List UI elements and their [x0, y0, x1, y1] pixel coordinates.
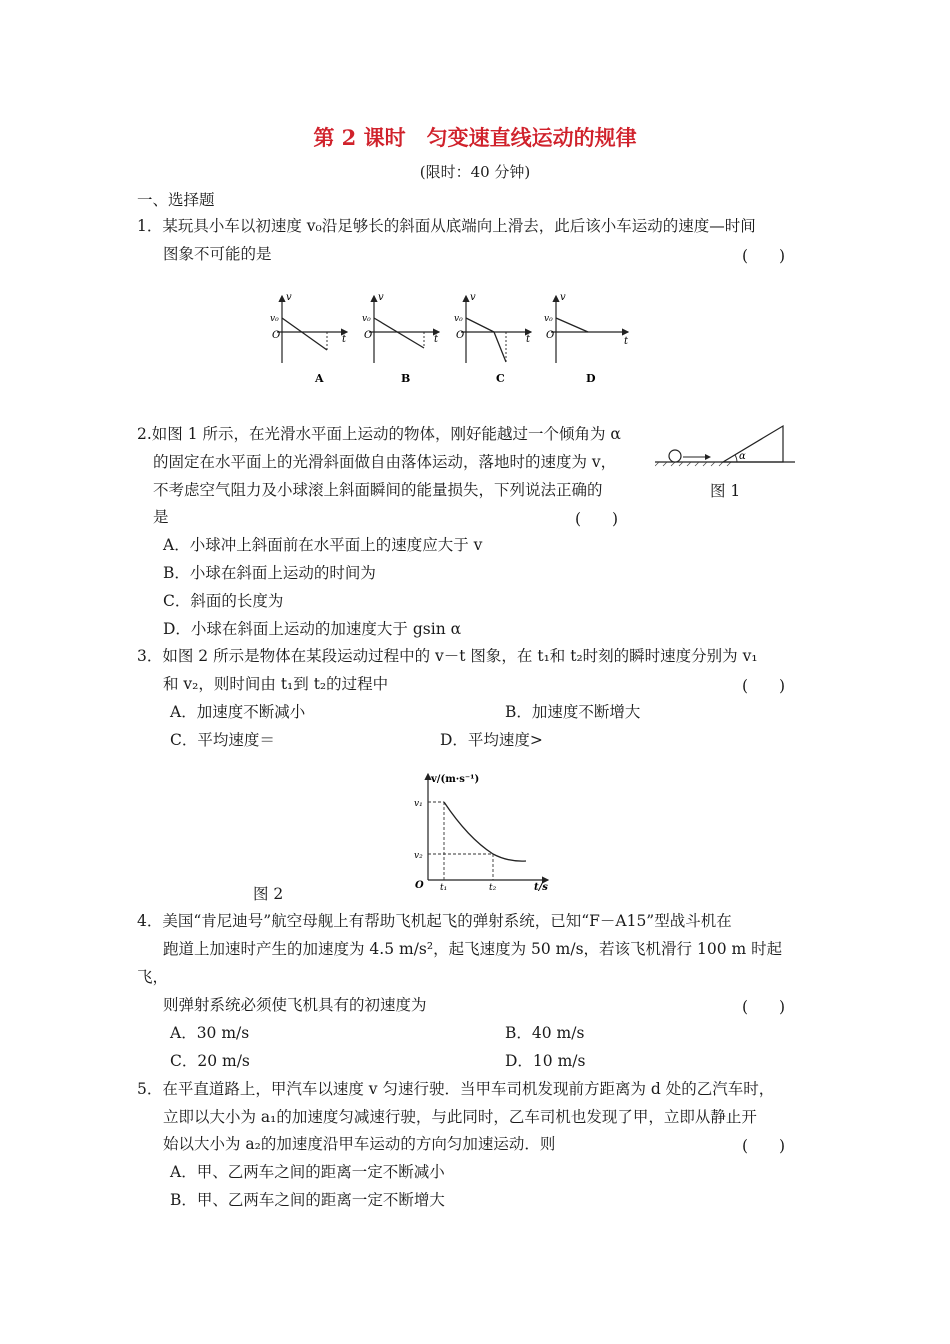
q5-option-a: A．甲、乙两车之间的距离一定不断减小 [170, 1163, 445, 1181]
graph-c-t-label: t [526, 334, 531, 345]
q4-answer-paren: ( ) [742, 998, 786, 1016]
q3-option-b: B．加速度不断增大 [505, 703, 641, 721]
q2-option-d: D．小球在斜面上运动的加速度大于 gsin α [163, 620, 462, 638]
q3-option-d: D．平均速度> [440, 731, 543, 749]
q5-line3: 始以大小为 a₂的加速度沿甲车运动的方向匀加速运动．则 [163, 1135, 556, 1153]
q2-option-a: A．小球冲上斜面前在水平面上的速度应大于 v [163, 536, 483, 554]
graph-c [454, 292, 531, 385]
q1-answer-paren: ( ) [742, 247, 786, 265]
q2-line2: 的固定在水平面上的光滑斜面做自由落体运动，落地时的速度为 v， [153, 453, 617, 471]
fig2-t1-tick: t₁ [440, 883, 448, 893]
graph-a-v0-label: v₀ [270, 314, 279, 324]
time-limit: (限时：40 分钟) [419, 163, 531, 181]
graph-c-v0-label: v₀ [454, 314, 463, 324]
q4-option-d: D．10 m/s [505, 1052, 586, 1070]
q4-option-b: B．40 m/s [505, 1024, 585, 1042]
q5-answer-paren: ( ) [742, 1137, 786, 1155]
q5-option-b: B．甲、乙两车之间的距离一定不断增大 [170, 1191, 445, 1209]
q5-line1: 5．在平直道路上，甲汽车以速度 v 匀速行驶．当甲车司机发现前方距离为 d 处的乙汽车时， [137, 1080, 775, 1098]
graph-c-v-label: v [470, 292, 476, 303]
graph-d-v0-label: v₀ [544, 314, 553, 324]
graph-c-origin: O [456, 330, 465, 341]
fig2-origin: O [415, 880, 424, 891]
graph-c-caption: C [496, 372, 505, 385]
q2-option-c: C．斜面的长度为 [163, 592, 284, 610]
graph-a-t-label: t [342, 334, 347, 345]
figure-2-vt-graph [398, 768, 568, 896]
q2-line1: 2.如图 1 所示，在光滑水平面上运动的物体，刚好能越过一个倾角为 α [137, 425, 621, 443]
fig2-v2-tick: v₂ [414, 851, 423, 861]
q3-line2: 和 v₂，则时间由 t₁到 t₂的过程中 [163, 675, 389, 693]
q2-answer-paren: ( ) [575, 510, 619, 528]
graph-a-origin: O [272, 330, 281, 341]
graph-d-t-label: t [624, 336, 629, 347]
q2-option-b: B．小球在斜面上运动的时间为 [163, 564, 376, 582]
q4-option-a: A．30 m/s [170, 1024, 250, 1042]
graph-b [362, 292, 439, 385]
figure-1-label: 图 1 [710, 482, 741, 500]
fig2-y-axis-label: v/(m·s⁻¹) [431, 774, 480, 785]
q2-line4: 是 [153, 508, 169, 526]
graph-a [270, 292, 347, 385]
q4-line4: 则弹射系统必须使飞机具有的初速度为 [163, 996, 427, 1014]
fig2-t2-tick: t₂ [489, 883, 497, 893]
graph-d-caption: D [586, 372, 596, 385]
page-title: 第 2 课时 匀变速直线运动的规律 [313, 125, 637, 150]
fig2-v1-tick: v₁ [414, 799, 423, 809]
q1-line1: 1．某玩具小车以初速度 v₀沿足够长的斜面从底端向上滑去，此后该小车运动的速度—时间 [137, 217, 756, 235]
graph-d-origin: O [546, 330, 555, 341]
q2-line3: 不考虑空气阻力及小球滚上斜面瞬间的能量损失，下列说法正确的 [153, 481, 603, 499]
graph-d-v-label: v [560, 292, 566, 303]
q1-line2: 图象不可能的是 [163, 245, 272, 263]
figure-1-incline [655, 420, 805, 470]
q3-option-c: C．平均速度＝ [170, 731, 275, 749]
graph-b-origin: O [364, 330, 373, 341]
q3-line1: 3．如图 2 所示是物体在某段运动过程中的 v－t 图象，在 t₁和 t₂时刻的瞬时速度分别为 v₁ [137, 647, 758, 665]
graph-b-v0-label: v₀ [362, 314, 371, 324]
graph-d [544, 292, 629, 385]
q5-line2: 立即以大小为 a₁的加速度匀减速行驶，与此同时，乙车司机也发现了甲，立即从静止开 [163, 1108, 757, 1126]
graph-b-t-label: t [434, 334, 439, 345]
graph-a-caption: A [315, 372, 324, 385]
figure-1-alpha: α [739, 451, 746, 462]
fig2-x-axis-label: t/s [534, 882, 548, 893]
q3-answer-paren: ( ) [742, 677, 786, 695]
q4-option-c: C．20 m/s [170, 1052, 250, 1070]
q4-line2: 跑道上加速时产生的加速度为 4.5 m/s²，起飞速度为 50 m/s，若该飞机滑行 100 m 时起 [163, 940, 783, 958]
q3-option-a: A．加速度不断减小 [170, 703, 306, 721]
section-heading: 一、选择题 [137, 191, 215, 209]
q4-line3: 飞， [137, 968, 169, 986]
q4-line1: 4．美国“肯尼迪号”航空母舰上有帮助飞机起飞的弹射系统，已知“F－A15”型战斗机在 [137, 912, 732, 930]
graph-b-v-label: v [378, 292, 384, 303]
graph-b-caption: B [401, 372, 411, 385]
figure-2-label: 图 2 [253, 885, 284, 903]
q1-graphs [262, 288, 642, 393]
graph-a-v-label: v [286, 292, 292, 303]
